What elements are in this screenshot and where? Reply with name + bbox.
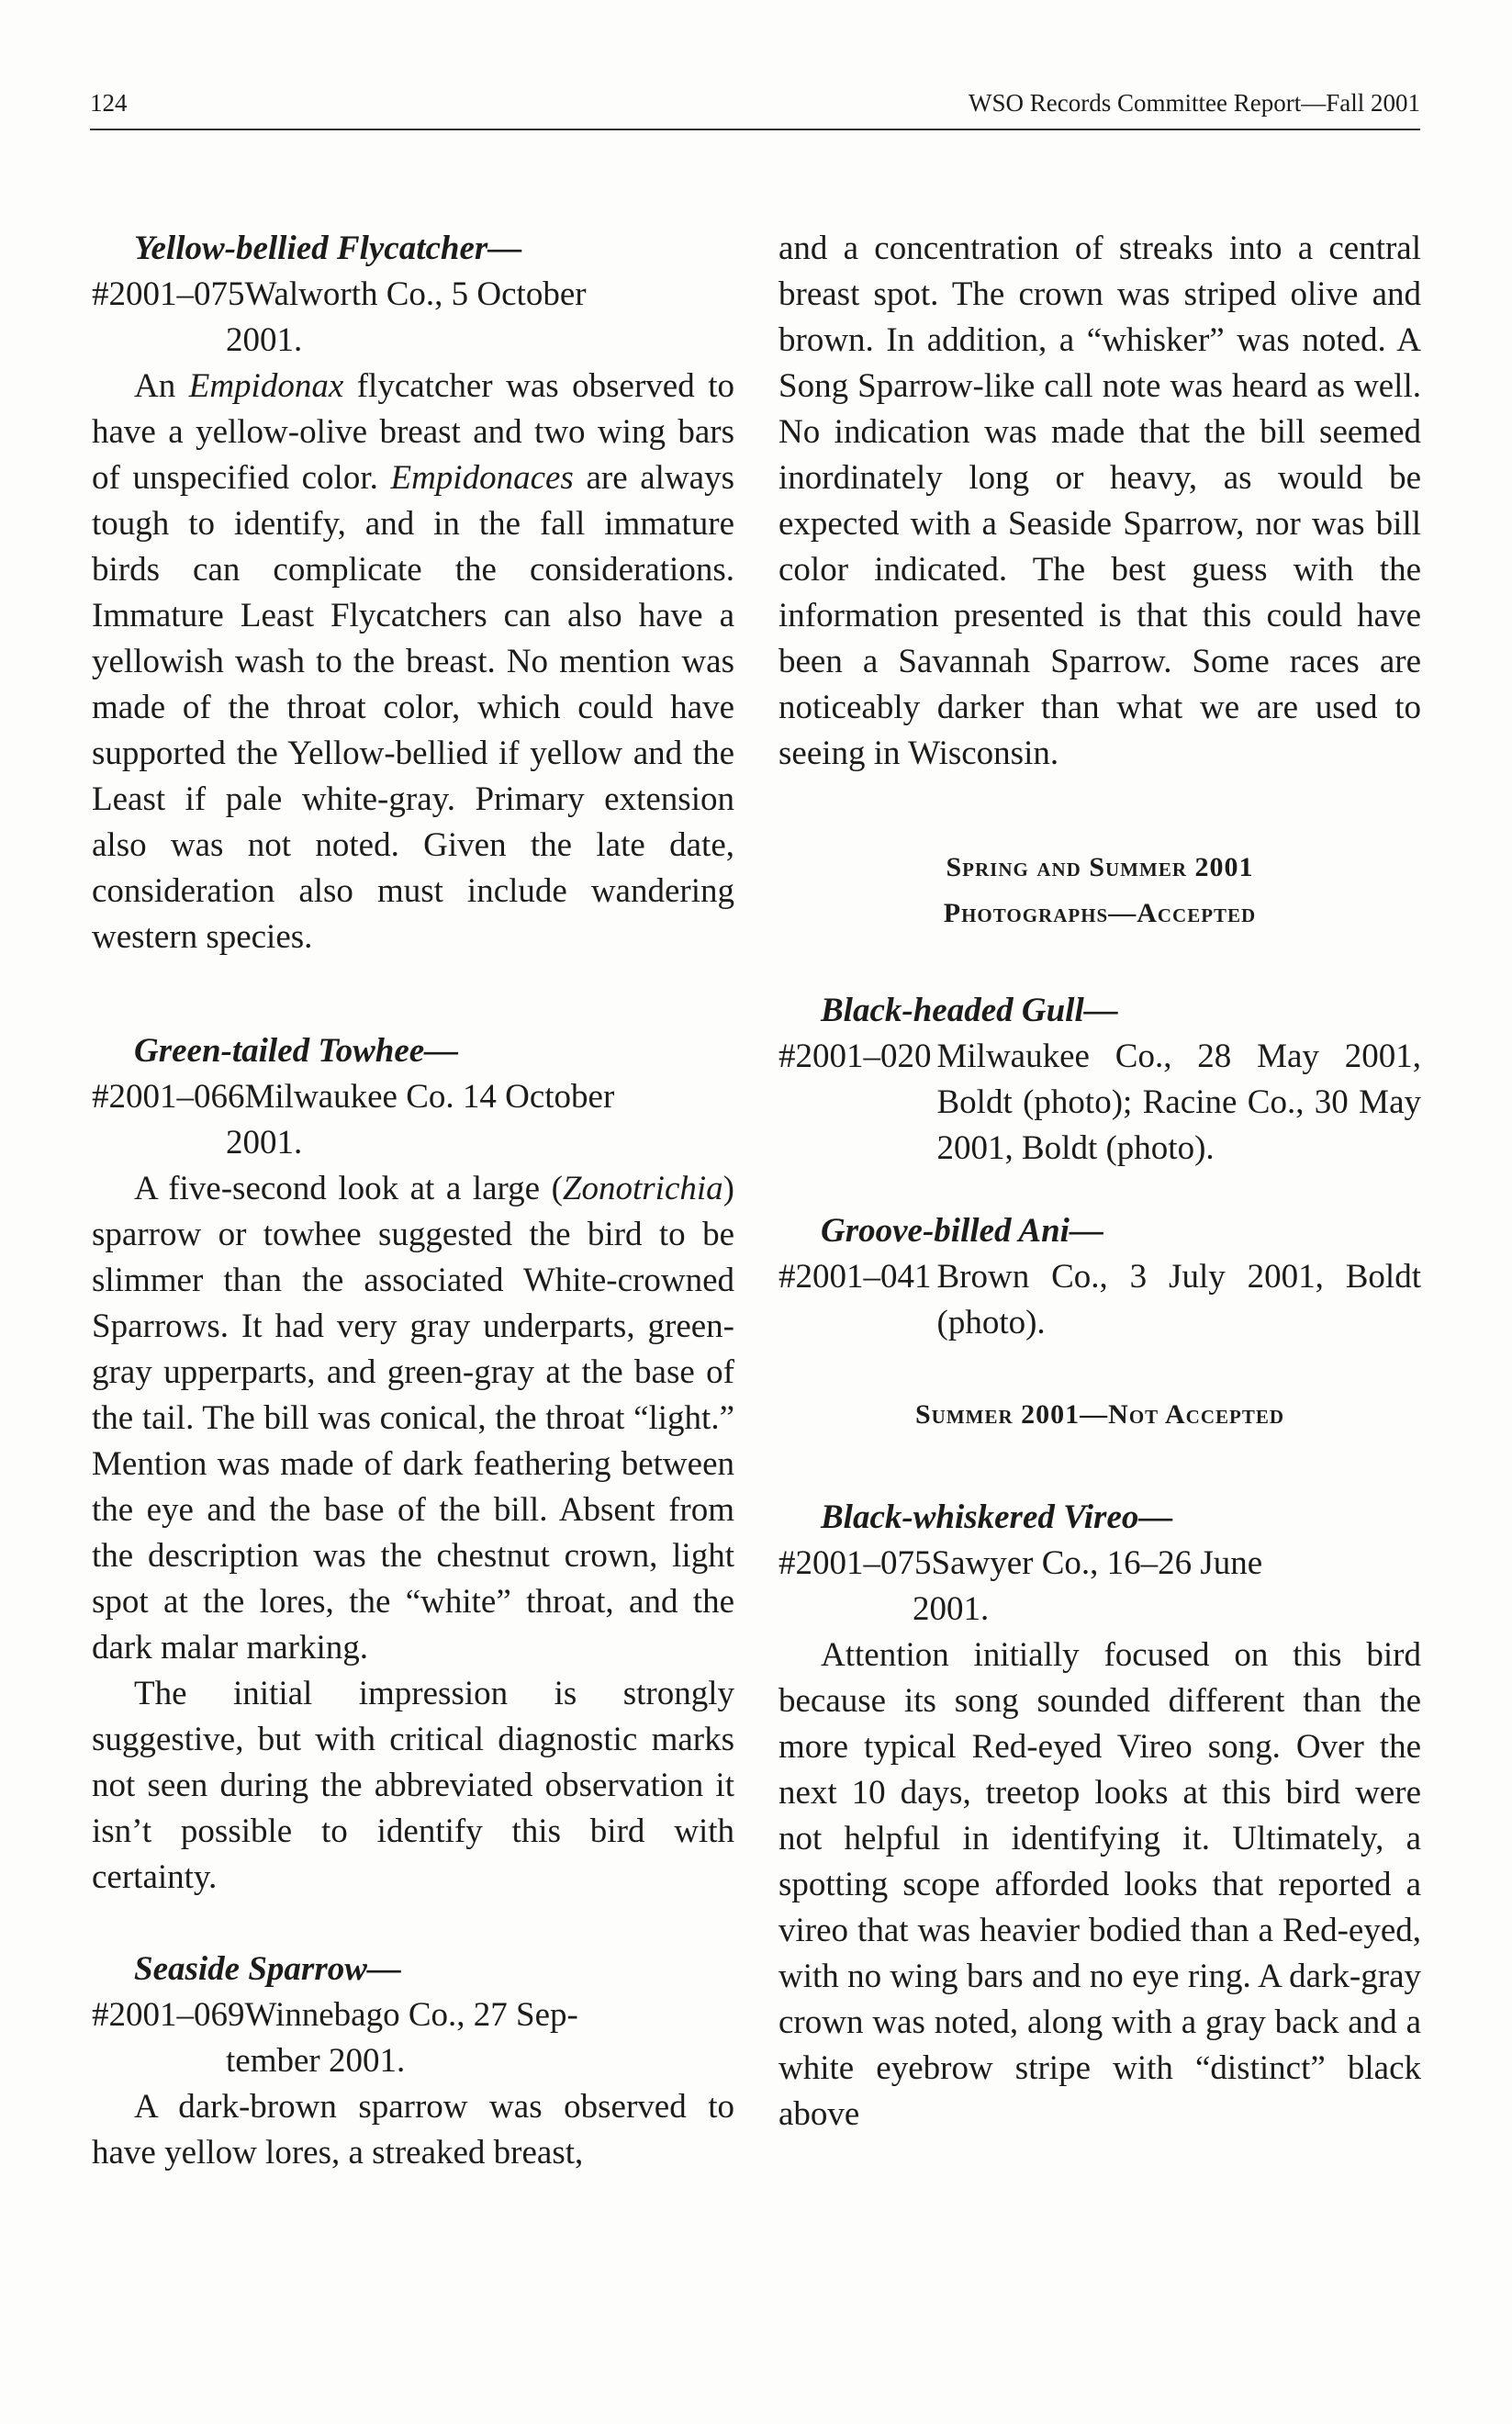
entry-paragraph: A dark-brown sparrow was observed to have yellow lores, a streaked breast, [92, 2088, 734, 2172]
page-number: 124 [90, 89, 128, 117]
record-location: Sawyer Co., 16–26 June [931, 1544, 1263, 1582]
record-location-cont: 2001. [913, 1590, 990, 1628]
record-location: Walworth Co., 5 October [244, 275, 587, 313]
entry-paragraph: Attention initially focused on this bird because its song sounded different than the more typical Red-eyed Vireo song. Over the next 10 days, treetop looks at this bird were not helpful in identifying it. Ultimately, a spotting scope afforded looks that reported a vireo that was heavier bodied than a Red-eyed, with no wing bars and no eye ring. A dark-gray crown was noted, along with a gray back and a white eyebrow stripe with “distinct” black above [778, 1636, 1421, 2133]
record-line [778, 1254, 1421, 1346]
record-location: Milwaukee Co. 14 October [244, 1078, 615, 1116]
record-line [778, 1034, 1421, 1172]
record-location: Brown Co., 3 July 2001, Boldt (photo). [936, 1258, 1421, 1341]
record-number: #2001–066 [92, 1078, 245, 1116]
record-number: #2001–075 [92, 275, 245, 313]
section-heading: Photographs—Accepted [943, 898, 1257, 928]
entry-title: Black-whiskered Vireo— [821, 1498, 1173, 1536]
record-line [778, 1541, 1421, 1587]
record-number: #2001–041 [778, 1258, 932, 1296]
entry-title: Seaside Sparrow— [134, 1950, 401, 1988]
entry-paragraph: An Empidonax flycatcher was observed to have a yellow-olive breast and two wing bars of unspecified color. Empidonaces are always tough to identify, and in the fall immature birds can complicate the considerations. Immature Least Flycatchers can also have a yellowish wash to the breast. No mention was made of the throat color, which could have supported the Yellow-bellied if yellow and the Least if pale white-gray. Primary extension also was not noted. Given the late date, consideration also must include wandering western species. [92, 367, 734, 956]
section-heading: Summer 2001—Not Accepted [914, 1399, 1285, 1430]
section-heading: Spring and Summer 2001 [946, 852, 1254, 882]
running-title: WSO Records Committee Report—Fall 2001 [969, 89, 1420, 117]
right-column [778, 226, 1421, 2138]
record-line [92, 1074, 734, 1120]
left-column [92, 226, 734, 2176]
entry-paragraph: The initial impression is strongly suggestive, but with critical diagnostic marks not seen during the abbreviated observation it isn’t possible to identify this bird with certainty. [92, 1675, 734, 1896]
entry-title: Green-tailed Towhee— [134, 1032, 459, 1070]
record-number: #2001–069 [92, 1996, 245, 2034]
record-line [92, 272, 734, 318]
running-header [90, 81, 1420, 130]
entry-title: Black-headed Gull— [821, 992, 1118, 1029]
entry-title: Yellow-bellied Flycatcher— [134, 230, 522, 267]
record-location-cont: 2001. [226, 321, 303, 359]
continued-paragraph: and a concentration of streaks into a central breast spot. The crown was striped olive and brown. In addition, a “whisker” was noted. A Song Sparrow-like call note was heard as well. No indication was made that the bill seemed inordinately long or heavy, as would be expected with a Seaside Sparrow, nor was bill color indicated. The best guess with the information presented is that this could have been a Savannah Sparrow. Some races are noticeably darker than what we are used to seeing in Wisconsin. [778, 230, 1421, 772]
record-location-cont: tember 2001. [226, 2042, 406, 2080]
record-location: Winnebago Co., 27 Sep- [244, 1996, 578, 2034]
record-line [92, 1992, 734, 2038]
entry-title: Groove-billed Ani— [821, 1212, 1103, 1250]
entry-paragraph: A five-second look at a large (Zonotrichia) sparrow or towhee suggested the bird to be slimmer than the associated White-crowned Sparrows. It had very gray underparts, green-gray upperparts, and green-gray at the base of the tail. The bill was conical, the throat “light.” Mention was made of dark feathering between the eye and the base of the bill. Absent from the description was the chestnut crown, light spot at the lores, the “white” throat, and the dark malar marking. [92, 1170, 734, 1666]
record-number: #2001–020 [778, 1038, 932, 1075]
record-location: Milwaukee Co., 28 May 2001, Boldt (photo); Racine Co., 30 May 2001, Boldt (photo). [936, 1038, 1421, 1167]
record-location-cont: 2001. [226, 1124, 303, 1162]
record-number: #2001–075 [778, 1544, 932, 1582]
